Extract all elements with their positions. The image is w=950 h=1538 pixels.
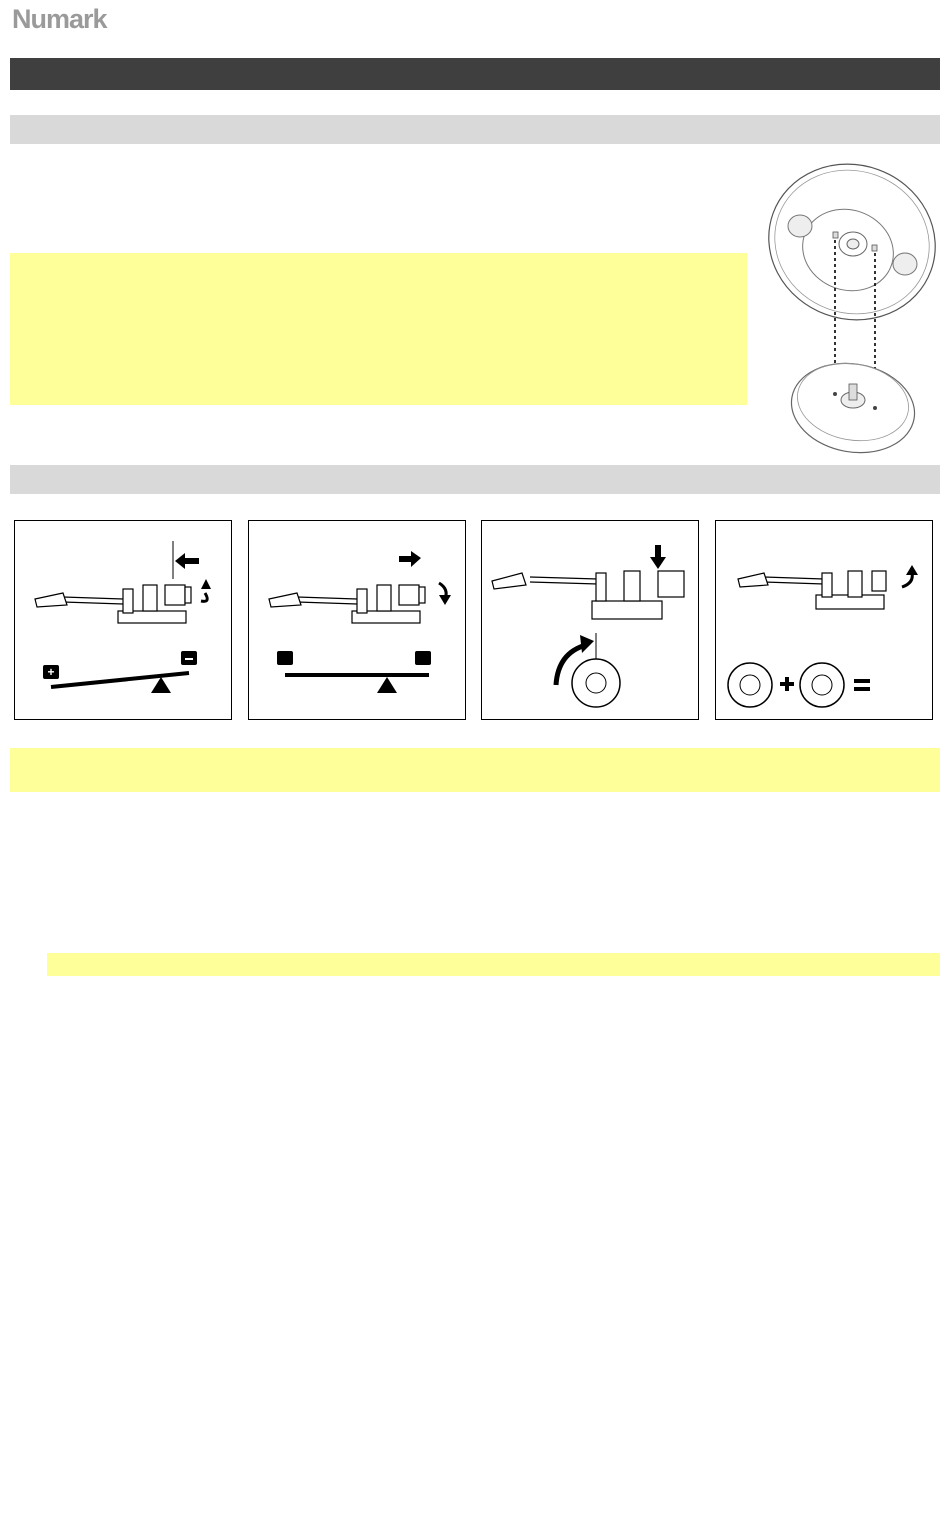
step-panel-2: [248, 520, 466, 720]
step-panel-1: [14, 520, 232, 720]
tonearm-counterweight-in-icon: [249, 521, 467, 721]
callout-warning: [10, 748, 940, 792]
title-bar: [10, 58, 940, 90]
tonearm-weight-add-icon: [716, 521, 934, 721]
tonearm-counterweight-out-icon: [15, 521, 233, 721]
platter-exploded-icon: [760, 162, 940, 457]
svg-text:+: +: [47, 665, 55, 679]
callout-note: [10, 253, 747, 405]
callout-tip: [47, 953, 940, 976]
step-panel-4: [715, 520, 933, 720]
numark-logo: Numark: [12, 4, 107, 34]
section-bar-tonearm: [10, 465, 940, 494]
tonearm-dial-set-icon: [482, 521, 700, 721]
step-panel-3: [481, 520, 699, 720]
section-bar-platter: [10, 115, 940, 144]
